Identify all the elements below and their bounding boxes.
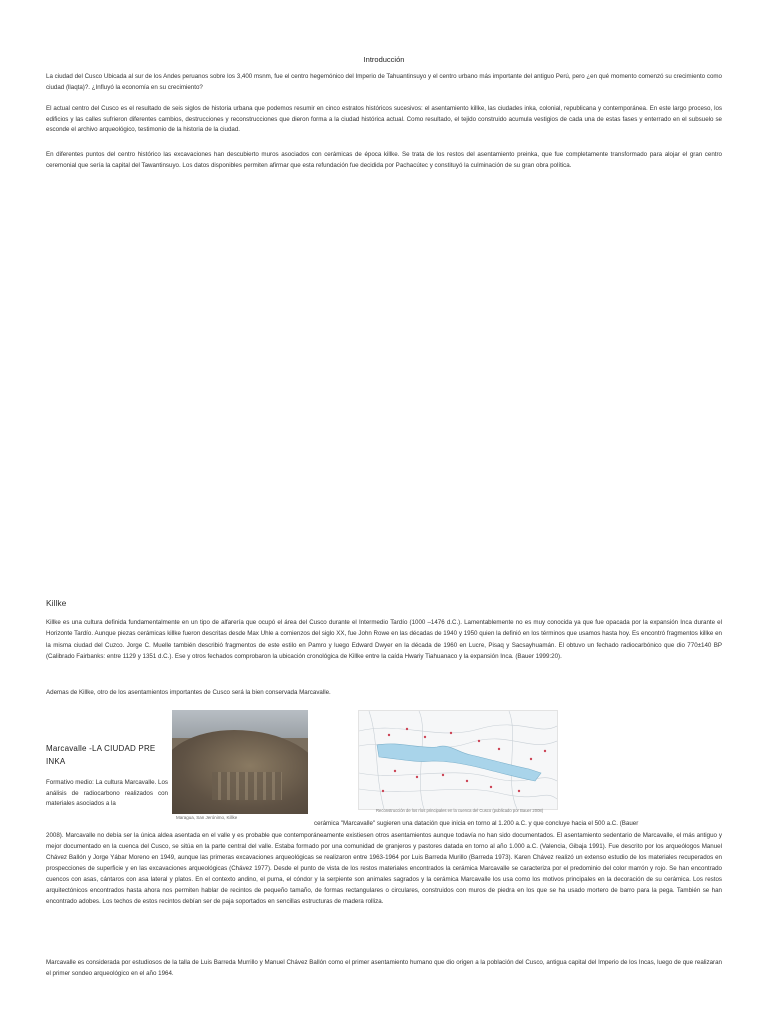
killke-paragraph-1: Killke es una cultura definida fundamentalmente en un tipo de alfarería que ocupó el área del Cusco durante el Intermedio Tardío (1000 –1476 d.C.). Lamentablemente no es muy conocida ya que fue opacada por la expansión Inca durante el Horizonte Tardío. Aunque piezas cerámicas killke fueron descritas desde Max Uhle a comienzos del siglo XX, fue John Rowe en las décadas de 1940 y 1950 quien la definió en los términos que usamos hasta hoy. Es encontró fragmentos killke en la misma ciudad del Cuzco. Jorge C. Muelle también describió fragmentos de este estilo en Pamro y luego Edward Dwyer en la década de 1960 en Lucre, Pisaq y Sacsayhuamán. El obtuvo un fechado radiocarbónico que dio 770±140 BP (Calibrado Fairbanks: entre 1129 y 1351 d.C.). Ese y otros fechados comprobaron la ubicación cronológica de Killke entre la caída Hwariy Tiahuanaco y la expansión Inca. (Bauer 1999:20).: [46, 619, 722, 660]
map-river-basin: [377, 744, 541, 781]
marcavalle-side-text: Formativo medio: La cultura Marcavalle. Los análisis de radiocarbono realizados con materiales asociados a la: [46, 779, 168, 807]
cusco-valley-map: [358, 710, 558, 810]
intro-paragraph-3: En diferentes puntos del centro histórico las excavaciones han descubierto muros asociados con cerámicas de época killke. Se trata de los restos del asentamiento preinka, que fue completamente transformado para alojar el gran centro ceremonial que sería la capital del Tawantinsuyo. Los datos disponibles permiten afirmar que esta refundación fue decidida por Pachacútec y constituyó la culminación de su gran obra política.: [46, 151, 722, 169]
page-title: Introducción: [363, 55, 405, 64]
marcavalle-site-photo: [172, 710, 308, 814]
marcavalle-paragraph: 2008). Marcavalle no debía ser la única aldea asentada en el valle y es probable que contemporáneamente existiesen otros asentamientos aunque todavía no han sido documentados. El asentamiento sedentario de Marcavalle, el más antiguo y mejor documentado en la cuenca del Cusco, se sitúa en la parte central del valle. Estaba formado por una comunidad de granjeros y pastores datada en torno al año 1.000 a.C. (Valencia, Gibaja 1991). Fue descrito por los arqueólogos Manuel Chávez Ballón y Jorge Yábar Moreno en 1949, aunque las primeras excavaciones arqueológicas se realizaron entre 1963-1964 por Luis Barreda Murillo (Barreda 1973). Karen Chávez realizó un extenso estudio de los materiales recuperados en prospecciones de superficie y en las excavaciones arqueológicas (Chávez 1977). Desde el punto de vista de los restos materiales encontrados la cerámica Marcavalle se caracteriza por el predominio del color marrón y rojo. Se han encontrado cuencos con asas, cántaros con asa lateral y platos. En el contexto andino, el puma, el cóndor y la serpiente son animales sagrados y la cerámica Marcavalle los usa como los motivos principales en la decoración de su cerámica. Los restos arquitectónicos encontrados hasta ahora nos permiten hablar de recintos de pequeño tamaño, de formas rectangulares o circulares, construidos con muros de piedra en los que se ha usado mortero de barro para la pega. También se han encontrado adobes. Los techos de estos recintos debían ser de paja soportados en sencillas estructuras de madera rolliza.: [46, 832, 722, 905]
map-caption: Reconstrucción de los ríos principales en la cuenca del Cusco (publicado por Bauer 2008): [376, 808, 544, 813]
marcavalle-first-line: cerámica "Marcavalle" sugieren una datación que inicia en torno al 1.200 a.C. y que concluye hacia el 500 a.C. (Bauer: [314, 820, 639, 827]
intro-paragraph-1: La ciudad del Cusco Ubicada al sur de los Andes peruanos sobre los 3,400 msnm, fue el centro hegemónico del Imperio de Tahuantinsuyo y el centro urbano más importante del antiguo Perú, pero ¿en qué momento comenzó su crecimiento como ciudad (llaqta)?. ¿Influyó la economía en su crecimiento?: [46, 73, 722, 91]
photo-stone-wall: [212, 772, 282, 800]
killke-paragraph-2: Ademas de Killke, otro de los asentamientos importantes de Cusco será la bien conservada Marcavalle.: [46, 689, 331, 696]
marcavalle-closing-paragraph: Marcavalle es considerada por estudiosos de la talla de Luis Barreda Murrillo y Manuel Chávez Ballón como el primer asentamiento humano que dio origen a la población del Cusco, antigua capital del Imperio de los Incas, luego de que realizaran el primer sondeo arqueológico en el año 1964.: [46, 959, 722, 977]
photo-caption: Maragua, San Jerónimo, Killke: [176, 815, 238, 820]
marcavalle-heading: Marcavalle -LA CIUDAD PRE INKA: [46, 744, 156, 766]
killke-heading: Killke: [46, 598, 67, 608]
map-drawing: [359, 711, 557, 809]
intro-paragraph-2: El actual centro del Cusco es el resultado de seis siglos de historia urbana que podemos resumir en cinco estratos históricos sucesivos: el asentamiento killke, las ciudades inka, colonial, republicana y contemporánea. En este largo proceso, los edificios y las calles sufrieron diferentes cambios, destrucciones y reconstrucciones que dieron forma a la ciudad histórica actual. Como resultado, el tejido construido acumula vestigios de cada una de estas fases y enterrado en el subsuelo se esconde el archivo arqueológico, testimonio de la historia de la ciudad.: [46, 105, 722, 133]
